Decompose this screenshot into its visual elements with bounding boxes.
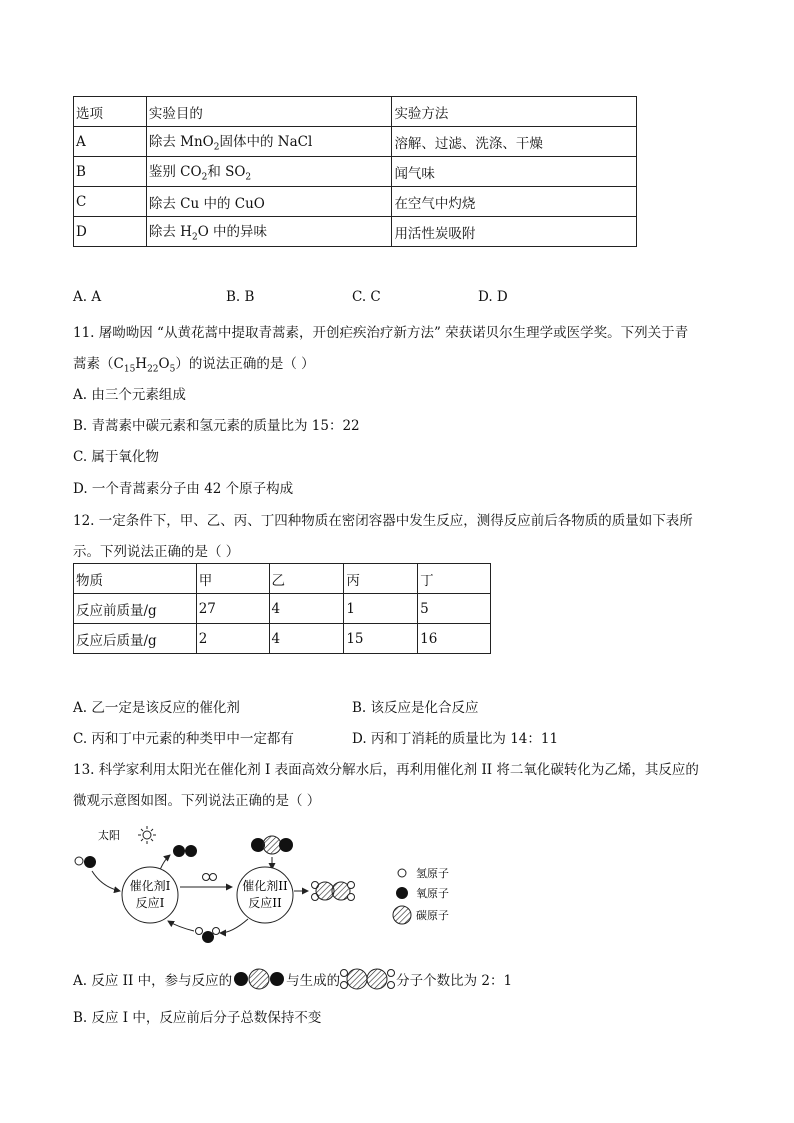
table-cell: 16: [418, 624, 491, 654]
q10-option-a[interactable]: A. A: [73, 289, 102, 305]
q11-option-b[interactable]: B. 青蒿素中碳元素和氢元素的质量比为 15：22: [73, 418, 360, 434]
water-molecule-icon: [196, 928, 220, 944]
q10-table: [73, 96, 637, 247]
header-cell: 物质: [74, 564, 197, 594]
oxygen-atom-legend-icon: [396, 887, 408, 899]
q13-option-a[interactable]: A. 反应 II 中，参与反应的 与生成的 分子个数比为 2：1: [73, 966, 512, 992]
table-row: [74, 187, 637, 217]
table-cell: 27: [196, 594, 269, 624]
reaction-2-label: 反应II: [248, 896, 282, 910]
header-cell: 乙: [269, 564, 344, 594]
q12-option-c[interactable]: C. 丙和丁中元素的种类甲中一定都有: [73, 731, 294, 747]
carbon-atom-legend-icon: [393, 906, 411, 924]
purpose-cell: 鉴别 $CO_2$和 $SO_2$: [146, 157, 392, 187]
catalyst-1-node: [122, 867, 178, 923]
catalyst-1-label: 催化剂I: [129, 879, 171, 893]
table-row: [74, 624, 491, 654]
catalyst-2-label: 催化剂II: [242, 879, 288, 893]
option-cell: B: [74, 157, 147, 187]
q11-option-a[interactable]: A. 由三个元素组成: [73, 387, 186, 403]
purpose-cell: 除去 $H_2O$ 中的异味: [146, 217, 392, 247]
header-cell: 选项: [74, 97, 147, 127]
header-cell: 实验方法: [392, 97, 637, 127]
header-cell: 丁: [418, 564, 491, 594]
table-header-row: [74, 564, 491, 594]
header-cell: 实验目的: [146, 97, 392, 127]
hydrogen-molecule-icon: [203, 874, 217, 881]
q10-option-d[interactable]: D. D: [478, 289, 508, 305]
hydrogen-atom-legend-icon: [398, 869, 406, 877]
q10-option-b[interactable]: B. B: [226, 289, 255, 305]
table-cell: 4: [269, 594, 344, 624]
table-cell: 2: [196, 624, 269, 654]
q13-stem-line2: 微观示意图如图。下列说法正确的是（ ）: [73, 793, 321, 809]
table-header-row: [74, 97, 637, 127]
sun-label: 太阳: [98, 829, 120, 842]
table-cell: 4: [269, 624, 344, 654]
method-cell: 闻气味: [392, 157, 637, 187]
method-cell: 在空气中灼烧: [392, 187, 637, 217]
table-cell: 15: [344, 624, 418, 654]
option-cell: A: [74, 127, 147, 157]
table-row: [74, 157, 637, 187]
header-cell: 丙: [344, 564, 418, 594]
q13-stem-line1: 13. 科学家利用太阳光在催化剂 I 表面高效分解水后，再利用催化剂 II 将二氧化碳转化为乙烯，其反应的: [73, 762, 699, 778]
purpose-cell: 除去 MnO$_2$固体中的 NaCl: [146, 127, 392, 157]
q12-stem-line2: 示。下列说法正确的是（ ）: [73, 544, 240, 560]
header-cell: 甲: [196, 564, 269, 594]
catalyst-2-node: [237, 867, 293, 923]
q12-stem-line1: 12. 一定条件下，甲、乙、丙、丁四种物质在密闭容器中发生反应，测得反应前后各物质的质量如下表所: [73, 513, 693, 529]
purpose-cell: 除去 Cu 中的 CuO: [146, 187, 392, 217]
table-row: [74, 127, 637, 157]
oxygen-molecule-icon: [173, 845, 197, 857]
method-cell: 用活性炭吸附: [392, 217, 637, 247]
table-cell: 反应后质量/g: [74, 624, 197, 654]
carbon-dioxide-inline-icon: [232, 967, 286, 991]
table-row: [74, 594, 491, 624]
option-cell: D: [74, 217, 147, 247]
reaction-1-label: 反应I: [135, 896, 165, 910]
table-row: [74, 217, 637, 247]
method-cell: 溶解、过滤、洗涤、干燥: [392, 127, 637, 157]
q11-option-d[interactable]: D. 一个青蒿素分子由 42 个原子构成: [73, 481, 294, 497]
q11-option-c[interactable]: C. 属于氧化物: [73, 449, 159, 465]
q12-option-d[interactable]: D. 丙和丁消耗的质量比为 14：11: [352, 731, 559, 747]
q12-option-b[interactable]: B. 该反应是化合反应: [352, 700, 479, 716]
table-cell: 1: [344, 594, 418, 624]
legend-hydrogen: 氢原子: [416, 867, 449, 880]
carbon-dioxide-molecule-icon: [251, 836, 293, 854]
reaction-diagram: [60, 815, 480, 955]
q11-stem-line2: 蒿素$(C_{15}H_{22}O_5)$的说法正确的是（ ）: [73, 356, 315, 375]
q12-table: [73, 563, 491, 654]
table-cell: 反应前质量/g: [74, 594, 197, 624]
table-cell: 5: [418, 594, 491, 624]
sun-icon: [138, 826, 156, 844]
q11-stem-line1: 11. 屠呦呦因 “从黄花蒿中提取青蒿素，开创疟疾治疗新方法” 荣获诺贝尔生理学或医学奖。下列关于青: [73, 325, 689, 341]
ethylene-molecule-icon: [312, 882, 355, 901]
legend-oxygen: 氧原子: [416, 887, 449, 900]
q13-option-b[interactable]: B. 反应 I 中，反应前后分子总数保持不变: [73, 1010, 322, 1026]
legend-carbon: 碳原子: [416, 909, 449, 922]
q12-option-a[interactable]: A. 乙一定是该反应的催化剂: [73, 700, 240, 716]
option-cell: C: [74, 187, 147, 217]
water-molecule-icon: [75, 856, 96, 868]
ethylene-inline-icon: [340, 966, 396, 992]
q10-option-c[interactable]: C. C: [352, 289, 381, 305]
